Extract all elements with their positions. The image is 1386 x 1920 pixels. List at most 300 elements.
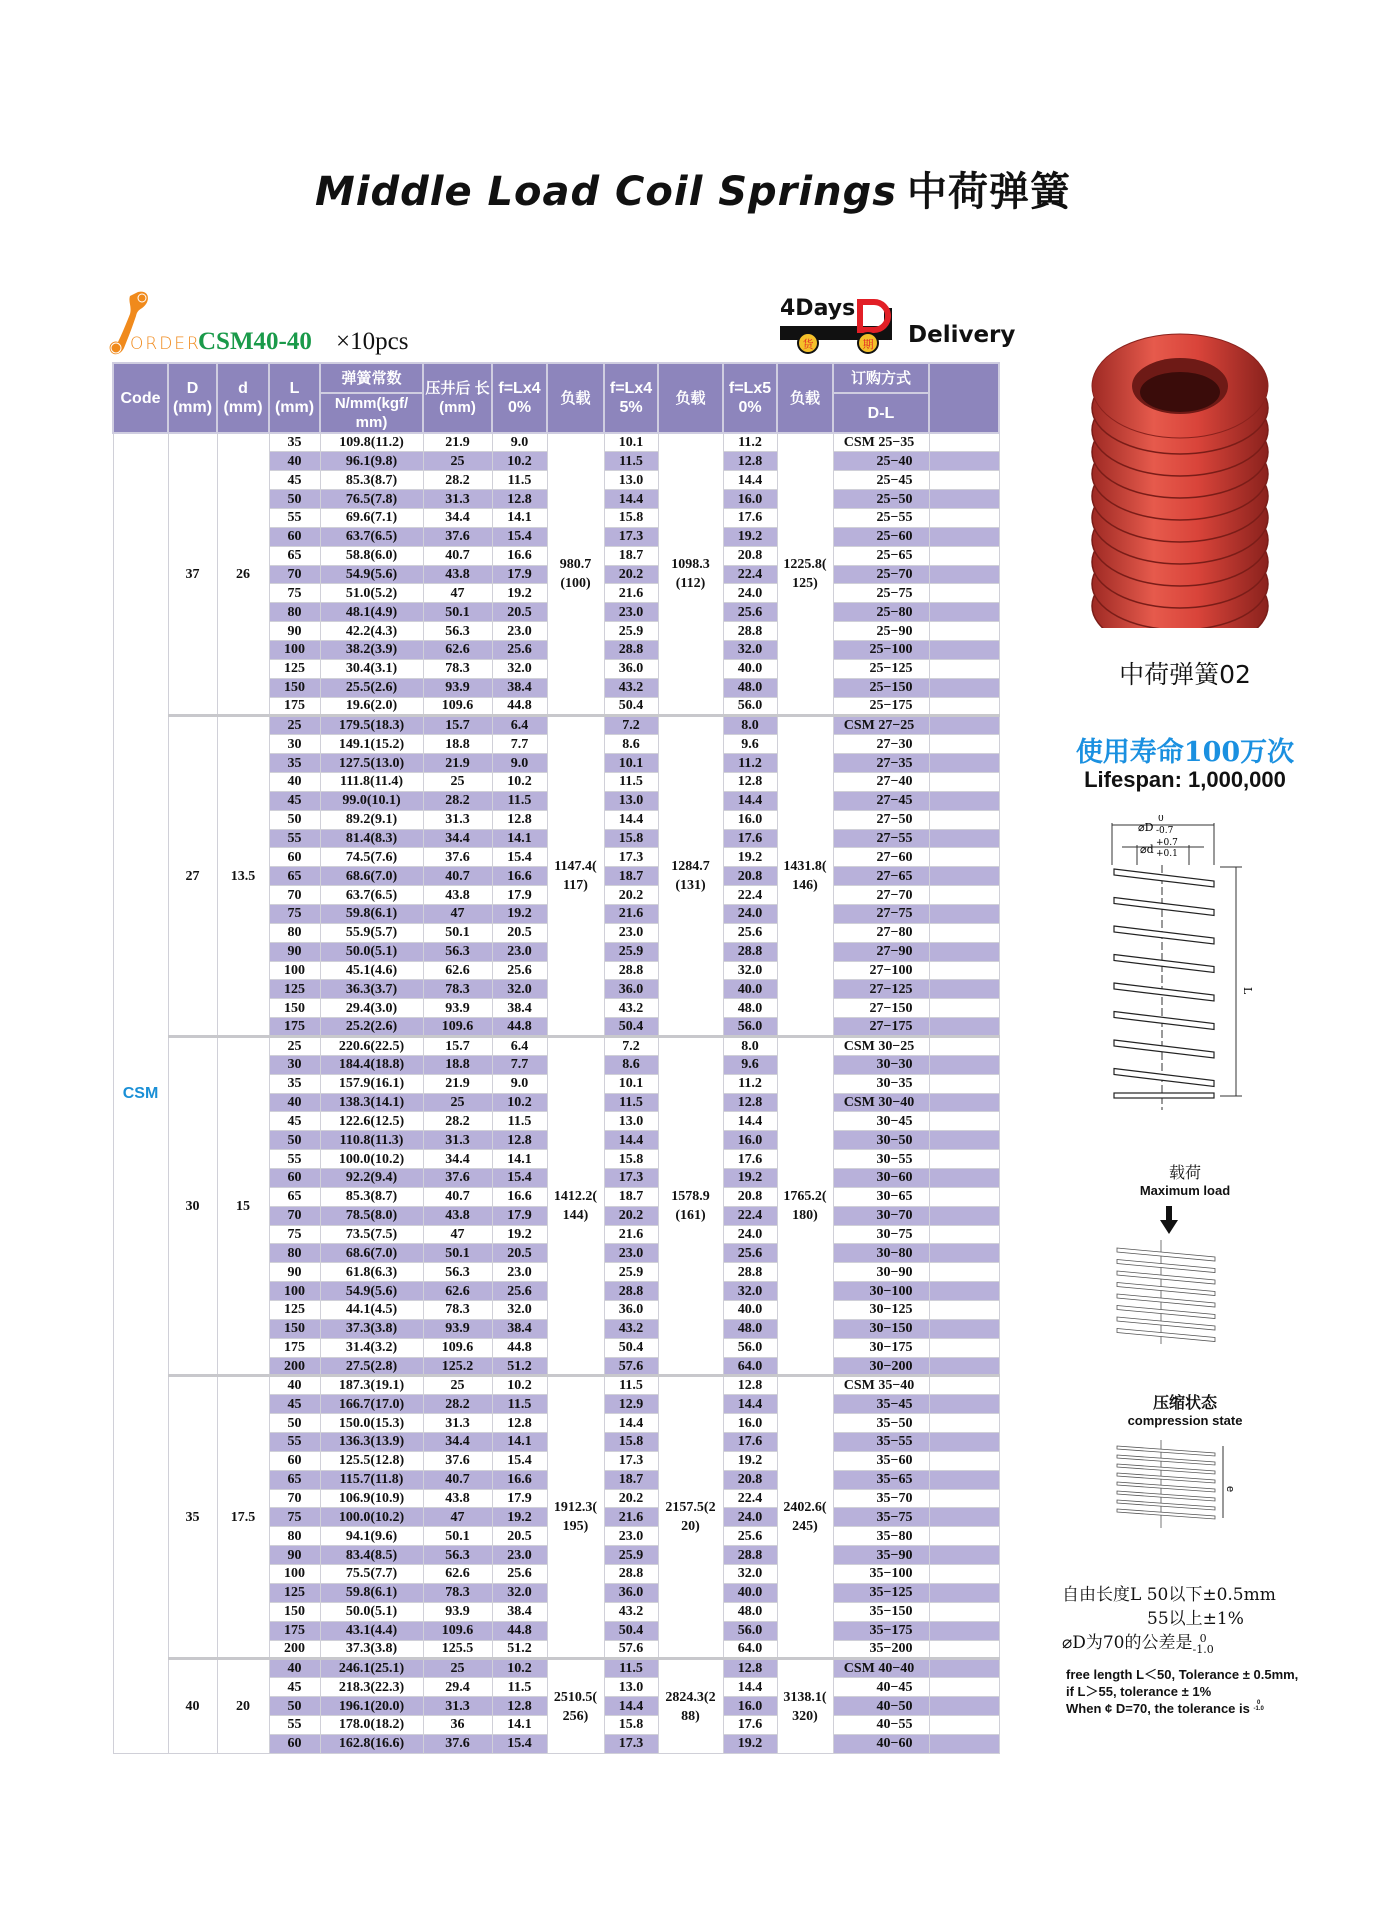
deflection-40-cell: 25.6 [492, 640, 547, 659]
deflection-50-cell: 28.8 [723, 1546, 777, 1565]
coil-wire [1117, 1294, 1215, 1307]
table-row [113, 716, 999, 735]
deflection-45-cell: 14.4 [604, 1131, 658, 1150]
length-cell: 40 [269, 1093, 320, 1112]
blank-cell [929, 1018, 999, 1037]
header-D: D (mm) [168, 363, 217, 433]
deflection-45-cell: 50.4 [604, 1018, 658, 1037]
coil-wire [1114, 869, 1214, 887]
deflection-45-cell: 11.5 [604, 1376, 658, 1395]
length-cell: 75 [269, 584, 320, 603]
spring-rate-cell: 109.8(11.2) [320, 433, 423, 452]
deflection-40-cell: 32.0 [492, 980, 547, 999]
spring-rate-cell: 29.4(3.0) [320, 999, 423, 1018]
table-row [113, 433, 999, 452]
order-code-cell: 35−60 [833, 1451, 929, 1470]
deflection-50-cell: 32.0 [723, 961, 777, 980]
order-code-cell: 35−125 [833, 1583, 929, 1602]
spring-rate-cell: 37.3(3.8) [320, 1640, 423, 1659]
deflection-50-cell: 24.0 [723, 1508, 777, 1527]
deflection-50-cell: 11.2 [723, 754, 777, 773]
load-45-cell: 2824.3(2 88) [658, 1659, 723, 1753]
blank-cell [929, 471, 999, 490]
deflection-50-cell: 20.8 [723, 1470, 777, 1489]
header-f40: f=Lx4 0% [492, 363, 547, 433]
spring-rate-cell: 122.6(12.5) [320, 1112, 423, 1131]
deflection-50-cell: 16.0 [723, 810, 777, 829]
compressed-length-cell: 50.1 [423, 1527, 492, 1546]
deflection-40-cell: 44.8 [492, 1621, 547, 1640]
spring-rate-cell: 76.5(7.8) [320, 490, 423, 509]
deflection-50-cell: 11.2 [723, 1074, 777, 1093]
deflection-50-cell: 12.8 [723, 1659, 777, 1678]
compressed-length-cell: 40.7 [423, 1187, 492, 1206]
deflection-40-cell: 23.0 [492, 1263, 547, 1282]
deflection-45-cell: 36.0 [604, 1301, 658, 1320]
deflection-45-cell: 28.8 [604, 1282, 658, 1301]
order-code-cell: 30−70 [833, 1206, 929, 1225]
spring-photo [1085, 328, 1275, 628]
spring-rate-cell: 85.3(8.7) [320, 1187, 423, 1206]
deflection-45-cell: 11.5 [604, 772, 658, 791]
blank-cell [929, 1546, 999, 1565]
delivery-logo [778, 296, 1016, 356]
deflection-45-cell: 36.0 [604, 980, 658, 999]
blank-cell [929, 433, 999, 452]
coil-wire [1114, 983, 1214, 1001]
spring-rate-cell: 36.3(3.7) [320, 980, 423, 999]
spring-rate-cell: 83.4(8.5) [320, 1546, 423, 1565]
length-cell: 75 [269, 1225, 320, 1244]
blank-cell [929, 1451, 999, 1470]
blank-cell [929, 1659, 999, 1678]
length-cell: 35 [269, 754, 320, 773]
blank-cell [929, 1697, 999, 1716]
deflection-45-cell: 13.0 [604, 1112, 658, 1131]
order-quantity: ×10pcs [336, 328, 409, 355]
blank-cell [929, 1565, 999, 1584]
spring-rate-cell: 63.7(6.5) [320, 886, 423, 905]
blank-cell [929, 1169, 999, 1188]
blank-cell [929, 942, 999, 961]
compressed-length-cell: 62.6 [423, 1565, 492, 1584]
deflection-40-cell: 14.1 [492, 1433, 547, 1452]
lifespan-en: Lifespan: 1,000,000 [1084, 767, 1286, 792]
load-40-cell: 2510.5( 256) [547, 1659, 604, 1753]
deflection-40-cell: 10.2 [492, 1376, 547, 1395]
deflection-50-cell: 12.8 [723, 1376, 777, 1395]
deflection-40-cell: 15.4 [492, 1451, 547, 1470]
deflection-40-cell: 14.1 [492, 1715, 547, 1734]
coil-wire [1114, 926, 1214, 944]
length-cell: 50 [269, 810, 320, 829]
down-arrow-icon [1160, 1206, 1178, 1234]
blank-cell [929, 1074, 999, 1093]
spring-rate-cell: 178.0(18.2) [320, 1715, 423, 1734]
dim-D-tol-bottom: -0.7 [1156, 826, 1174, 836]
deflection-45-cell: 10.1 [604, 433, 658, 452]
spring-rate-cell: 138.3(14.1) [320, 1093, 423, 1112]
compression-cn: 压缩状态 [1152, 1393, 1217, 1412]
deflection-40-cell: 38.4 [492, 678, 547, 697]
spring-rate-cell: 89.2(9.1) [320, 810, 423, 829]
deflection-50-cell: 28.8 [723, 942, 777, 961]
length-cell: 40 [269, 1659, 320, 1678]
length-cell: 65 [269, 546, 320, 565]
order-code-cell: 27−35 [833, 754, 929, 773]
deflection-50-cell: 64.0 [723, 1640, 777, 1659]
length-cell: 70 [269, 886, 320, 905]
compressed-length-cell: 28.2 [423, 471, 492, 490]
deflection-50-cell: 40.0 [723, 980, 777, 999]
length-cell: 50 [269, 490, 320, 509]
deflection-45-cell: 10.1 [604, 754, 658, 773]
order-code-cell: 30−100 [833, 1282, 929, 1301]
compressed-length-cell: 50.1 [423, 923, 492, 942]
order-code-cell: 35−55 [833, 1433, 929, 1452]
deflection-50-cell: 28.8 [723, 1263, 777, 1282]
outer-diameter-cell: 37 [168, 433, 217, 716]
order-code-cell: 35−90 [833, 1546, 929, 1565]
order-code-cell: 25−45 [833, 471, 929, 490]
length-cell: 35 [269, 433, 320, 452]
length-cell: 150 [269, 678, 320, 697]
deflection-45-cell: 23.0 [604, 1527, 658, 1546]
deflection-50-cell: 12.8 [723, 1093, 777, 1112]
deflection-45-cell: 18.7 [604, 1187, 658, 1206]
deflection-50-cell: 56.0 [723, 697, 777, 716]
header-order-dl: D-L [833, 393, 929, 433]
spring-rate-cell: 59.8(6.1) [320, 904, 423, 923]
compressed-length-cell: 78.3 [423, 1583, 492, 1602]
deflection-40-cell: 10.2 [492, 1659, 547, 1678]
spring-rate-cell: 54.9(5.6) [320, 1282, 423, 1301]
compressed-length-cell: 78.3 [423, 659, 492, 678]
blank-cell [929, 1187, 999, 1206]
length-cell: 60 [269, 848, 320, 867]
spring-rate-cell: 50.0(5.1) [320, 1602, 423, 1621]
blank-cell [929, 1414, 999, 1433]
load-40-cell: 1412.2( 144) [547, 1037, 604, 1376]
load-45-cell: 1578.9 (161) [658, 1037, 723, 1376]
deflection-50-cell: 24.0 [723, 1225, 777, 1244]
blank-cell [929, 1376, 999, 1395]
spring-rate-cell: 61.8(6.3) [320, 1263, 423, 1282]
deflection-50-cell: 25.6 [723, 603, 777, 622]
deflection-50-cell: 14.4 [723, 1678, 777, 1697]
order-code-cell: 30−75 [833, 1225, 929, 1244]
deflection-50-cell: 64.0 [723, 1357, 777, 1376]
deflection-40-cell: 17.9 [492, 886, 547, 905]
order-code-cell: 35−80 [833, 1527, 929, 1546]
deflection-50-cell: 16.0 [723, 490, 777, 509]
order-code-cell: 40−50 [833, 1697, 929, 1716]
coil-wire [1117, 1455, 1215, 1465]
compressed-length-cell: 56.3 [423, 622, 492, 641]
deflection-45-cell: 7.2 [604, 1037, 658, 1056]
deflection-45-cell: 15.8 [604, 1715, 658, 1734]
deflection-40-cell: 38.4 [492, 999, 547, 1018]
load-45-cell: 1284.7 (131) [658, 716, 723, 1037]
compressed-length-cell: 40.7 [423, 1470, 492, 1489]
length-cell: 60 [269, 527, 320, 546]
spring-rate-cell: 196.1(20.0) [320, 1697, 423, 1716]
order-code-cell: 30−50 [833, 1131, 929, 1150]
compressed-length-cell: 62.6 [423, 961, 492, 980]
deflection-50-cell: 48.0 [723, 999, 777, 1018]
length-cell: 80 [269, 603, 320, 622]
compressed-length-cell: 34.4 [423, 829, 492, 848]
spring-rate-cell: 184.4(18.8) [320, 1055, 423, 1074]
deflection-50-cell: 56.0 [723, 1338, 777, 1357]
load-40-cell: 1147.4( 117) [547, 716, 604, 1037]
length-cell: 125 [269, 980, 320, 999]
blank-cell [929, 1583, 999, 1602]
load-45-cell: 1098.3 (112) [658, 433, 723, 716]
length-cell: 150 [269, 1602, 320, 1621]
order-code-cell: 25−80 [833, 603, 929, 622]
blank-cell [929, 1338, 999, 1357]
order-code-cell: CSM 25−35 [833, 433, 929, 452]
compressed-length-cell: 31.3 [423, 1131, 492, 1150]
spring-rate-cell: 157.9(16.1) [320, 1074, 423, 1093]
deflection-45-cell: 13.0 [604, 791, 658, 810]
deflection-45-cell: 21.6 [604, 584, 658, 603]
compressed-length-cell: 47 [423, 584, 492, 603]
header-spring-rate: 弹簧常数 [320, 363, 423, 393]
length-cell: 200 [269, 1640, 320, 1659]
order-code-cell: 27−175 [833, 1018, 929, 1037]
coil-wire [1114, 1012, 1214, 1030]
deflection-50-cell: 24.0 [723, 904, 777, 923]
spring-rate-cell: 94.1(9.6) [320, 1527, 423, 1546]
order-code-cell: 27−70 [833, 886, 929, 905]
order-code-cell: CSM 30−25 [833, 1037, 929, 1056]
compressed-length-cell: 31.3 [423, 490, 492, 509]
deflection-45-cell: 25.9 [604, 1546, 658, 1565]
order-line [108, 288, 708, 358]
deflection-40-cell: 20.5 [492, 923, 547, 942]
spring-rate-cell: 246.1(25.1) [320, 1659, 423, 1678]
deflection-45-cell: 28.8 [604, 1565, 658, 1584]
order-code-cell: 27−75 [833, 904, 929, 923]
deflection-40-cell: 15.4 [492, 1169, 547, 1188]
order-code-cell: CSM 27−25 [833, 716, 929, 735]
compressed-length-cell: 18.8 [423, 1055, 492, 1074]
blank-cell [929, 1395, 999, 1414]
deflection-40-cell: 9.0 [492, 433, 547, 452]
length-cell: 65 [269, 1470, 320, 1489]
deflection-50-cell: 17.6 [723, 1433, 777, 1452]
spring-rate-cell: 149.1(15.2) [320, 735, 423, 754]
length-cell: 45 [269, 471, 320, 490]
compressed-length-cell: 62.6 [423, 1282, 492, 1301]
deflection-45-cell: 15.8 [604, 508, 658, 527]
table-row [113, 1659, 999, 1678]
length-cell: 175 [269, 1018, 320, 1037]
deflection-45-cell: 11.5 [604, 1659, 658, 1678]
blank-cell [929, 603, 999, 622]
order-code-cell: 30−65 [833, 1187, 929, 1206]
spring-rate-cell: 68.6(7.0) [320, 867, 423, 886]
delivery-label: Delivery [908, 322, 1016, 348]
load-50-cell: 1225.8( 125) [777, 433, 833, 716]
blank-cell [929, 1602, 999, 1621]
table-row [113, 1037, 999, 1056]
table-row [113, 1376, 999, 1395]
blank-cell [929, 1093, 999, 1112]
order-code-cell: 35−65 [833, 1470, 929, 1489]
coil-wire [1117, 1317, 1215, 1330]
deflection-50-cell: 22.4 [723, 886, 777, 905]
order-code-cell: 30−35 [833, 1074, 929, 1093]
spring-rate-cell: 68.6(7.0) [320, 1244, 423, 1263]
spring-rate-cell: 50.0(5.1) [320, 942, 423, 961]
deflection-40-cell: 9.0 [492, 754, 547, 773]
order-code-cell: 25−55 [833, 508, 929, 527]
coil-wire [1114, 1069, 1214, 1087]
deflection-45-cell: 57.6 [604, 1640, 658, 1659]
deflection-40-cell: 11.5 [492, 791, 547, 810]
deflection-40-cell: 10.2 [492, 1093, 547, 1112]
deflection-50-cell: 48.0 [723, 678, 777, 697]
compressed-length-cell: 109.6 [423, 697, 492, 716]
blank-cell [929, 640, 999, 659]
length-cell: 25 [269, 1037, 320, 1056]
deflection-40-cell: 11.5 [492, 1112, 547, 1131]
length-cell: 125 [269, 1301, 320, 1320]
length-cell: 50 [269, 1697, 320, 1716]
length-cell: 65 [269, 1187, 320, 1206]
compressed-length-cell: 15.7 [423, 716, 492, 735]
deflection-40-cell: 16.6 [492, 1470, 547, 1489]
length-cell: 125 [269, 659, 320, 678]
deflection-45-cell: 43.2 [604, 678, 658, 697]
coil-wire [1117, 1464, 1215, 1474]
spring-rate-cell: 48.1(4.9) [320, 603, 423, 622]
order-code-cell: 35−150 [833, 1602, 929, 1621]
deflection-40-cell: 25.6 [492, 1565, 547, 1584]
header-load-3: 负载 [777, 363, 833, 433]
deflection-45-cell: 21.6 [604, 904, 658, 923]
length-cell: 100 [269, 1282, 320, 1301]
deflection-50-cell: 32.0 [723, 1565, 777, 1584]
order-code-cell: 27−50 [833, 810, 929, 829]
blank-cell [929, 1244, 999, 1263]
deflection-45-cell: 15.8 [604, 1433, 658, 1452]
dim-D-tol-top: 0 [1158, 815, 1164, 824]
length-cell: 100 [269, 1565, 320, 1584]
deflection-50-cell: 19.2 [723, 1734, 777, 1753]
compressed-length-cell: 25 [423, 772, 492, 791]
deflection-40-cell: 6.4 [492, 1037, 547, 1056]
coil-wire [1114, 1093, 1214, 1098]
deflection-45-cell: 12.9 [604, 1395, 658, 1414]
blank-cell [929, 772, 999, 791]
order-code-cell: 25−60 [833, 527, 929, 546]
deflection-40-cell: 14.1 [492, 1150, 547, 1169]
spring-rate-cell: 99.0(10.1) [320, 791, 423, 810]
compressed-length-cell: 21.9 [423, 754, 492, 773]
spring-rate-cell: 45.1(4.6) [320, 961, 423, 980]
blank-cell [929, 1131, 999, 1150]
spring-rate-cell: 37.3(3.8) [320, 1319, 423, 1338]
outer-diameter-cell: 27 [168, 716, 217, 1037]
order-code-cell: 30−45 [833, 1112, 929, 1131]
compressed-length-cell: 21.9 [423, 1074, 492, 1093]
deflection-45-cell: 28.8 [604, 640, 658, 659]
deflection-50-cell: 25.6 [723, 1527, 777, 1546]
compressed-length-cell: 47 [423, 1508, 492, 1527]
deflection-40-cell: 23.0 [492, 942, 547, 961]
deflection-50-cell: 16.0 [723, 1697, 777, 1716]
spring-rate-cell: 162.8(16.6) [320, 1734, 423, 1753]
blank-cell [929, 490, 999, 509]
spring-rate-cell: 69.6(7.1) [320, 508, 423, 527]
deflection-40-cell: 7.7 [492, 1055, 547, 1074]
order-code-cell: 27−55 [833, 829, 929, 848]
blank-cell [929, 508, 999, 527]
code-cell: CSM [113, 433, 168, 1753]
order-code-cell: 27−65 [833, 867, 929, 886]
order-code-cell: 27−100 [833, 961, 929, 980]
spring-rate-cell: 31.4(3.2) [320, 1338, 423, 1357]
outer-diameter-cell: 35 [168, 1376, 217, 1659]
spring-rate-cell: 74.5(7.6) [320, 848, 423, 867]
compressed-length-cell: 25 [423, 1093, 492, 1112]
blank-cell [929, 867, 999, 886]
compressed-length-cell: 50.1 [423, 603, 492, 622]
order-code-cell: 27−40 [833, 772, 929, 791]
blank-cell [929, 980, 999, 999]
order-code-cell: 27−80 [833, 923, 929, 942]
deflection-45-cell: 15.8 [604, 829, 658, 848]
dim-d-label: ⌀d [1140, 843, 1154, 856]
deflection-40-cell: 17.9 [492, 1206, 547, 1225]
blank-cell [929, 1055, 999, 1074]
compressed-length-cell: 43.8 [423, 1489, 492, 1508]
deflection-40-cell: 16.6 [492, 1187, 547, 1206]
tolerance-notes-en: free length L＜50, Tolerance ± 0.5mm, if L＞55, tolerance ± 1% When ¢ D=70, the tolerance is 0 -1.0 [1066, 1667, 1299, 1716]
header-f45: f=Lx4 5% [604, 363, 658, 433]
inner-diameter-cell: 26 [217, 433, 269, 716]
order-code-cell: 35−70 [833, 1489, 929, 1508]
blank-cell [929, 1715, 999, 1734]
blank-cell [929, 1282, 999, 1301]
deflection-45-cell: 14.4 [604, 1697, 658, 1716]
order-code-cell: 30−60 [833, 1169, 929, 1188]
dim-e-label: e [1224, 1486, 1236, 1493]
order-code-cell: 35−50 [833, 1414, 929, 1433]
blank-cell [929, 546, 999, 565]
compressed-length-cell: 40.7 [423, 867, 492, 886]
deflection-50-cell: 14.4 [723, 791, 777, 810]
deflection-40-cell: 23.0 [492, 1546, 547, 1565]
order-code-cell: 27−90 [833, 942, 929, 961]
deflection-40-cell: 9.0 [492, 1074, 547, 1093]
coil-wire [1117, 1491, 1215, 1501]
header-f50: f=Lx5 0% [723, 363, 777, 433]
deflection-50-cell: 17.6 [723, 508, 777, 527]
header-load-1: 负载 [547, 363, 604, 433]
length-cell: 150 [269, 999, 320, 1018]
dim-D-label: ⌀D [1138, 821, 1154, 834]
compressed-length-cell: 28.2 [423, 791, 492, 810]
deflection-50-cell: 16.0 [723, 1414, 777, 1433]
deflection-45-cell: 50.4 [604, 1338, 658, 1357]
blank-cell [929, 1621, 999, 1640]
deflection-45-cell: 14.4 [604, 490, 658, 509]
